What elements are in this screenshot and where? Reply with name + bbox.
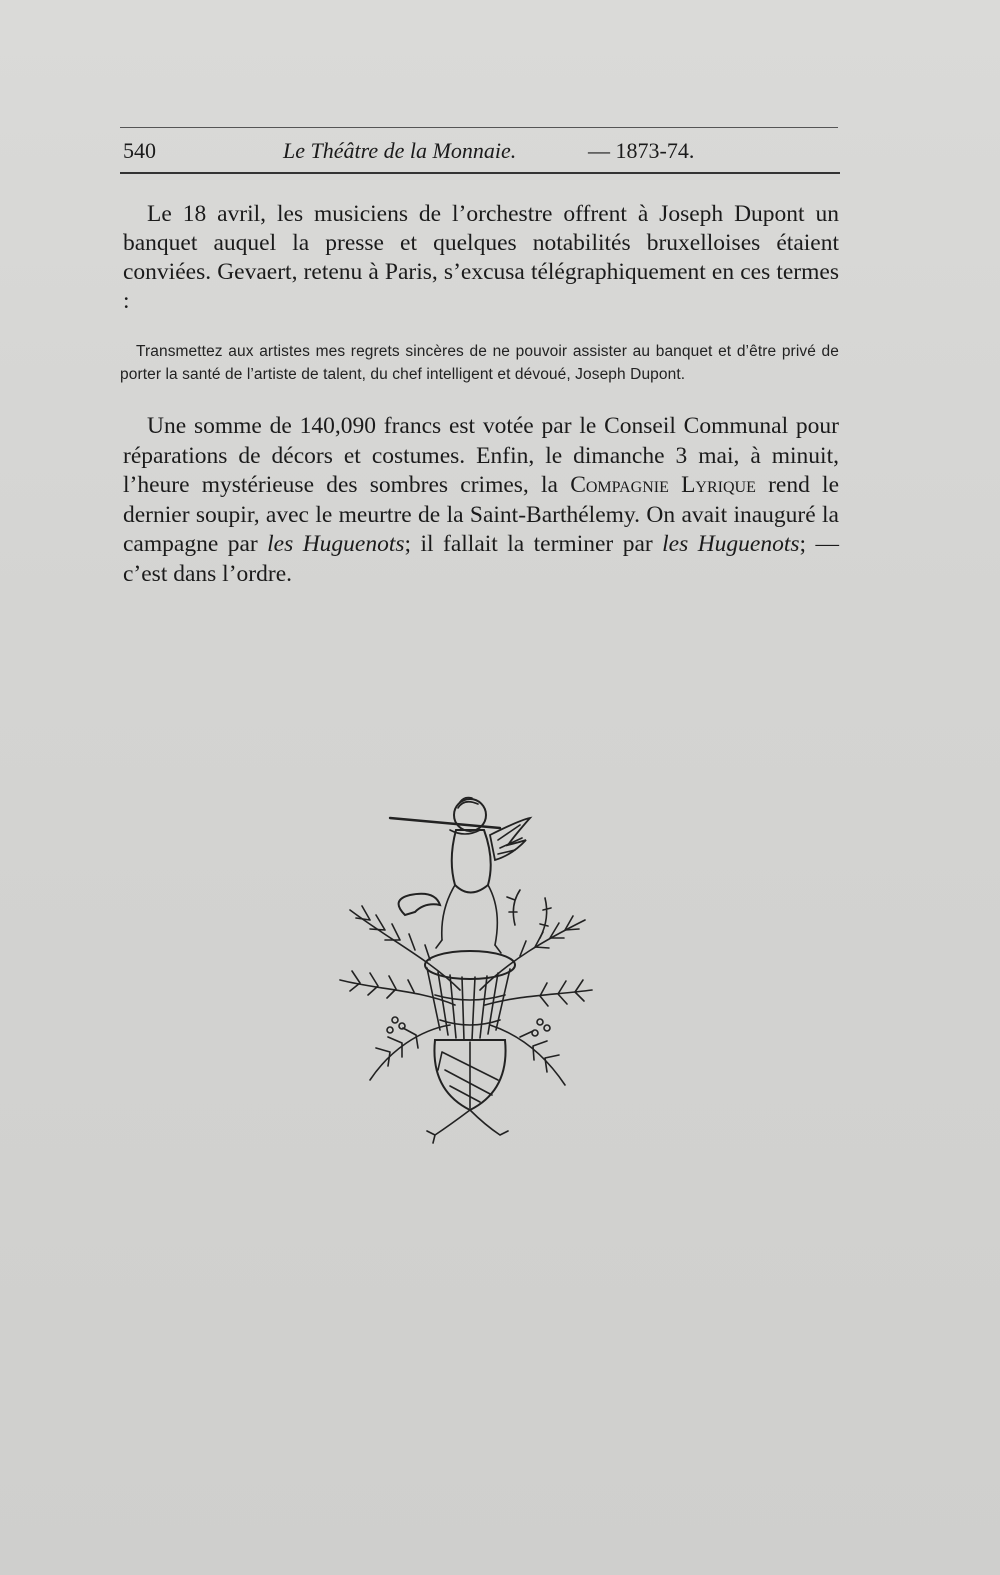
header-rule bbox=[120, 172, 840, 174]
paragraph-closing bbox=[123, 412, 839, 589]
page-number: 540 bbox=[123, 138, 156, 163]
paragraph-banquet-text: Le 18 avril, les musiciens de l’orchestre offrent à Joseph Dupont un banquet auquel la presse et quelques notabilités bruxelloises étaient conviées. Gevaert, retenu à Paris, s’excusa télégraphiquement en ces termes : bbox=[123, 201, 839, 314]
running-header bbox=[123, 138, 838, 170]
paragraph-banquet bbox=[123, 200, 839, 316]
opera-title-1: les Huguenots bbox=[267, 531, 405, 557]
cherub-flute-vignette-icon bbox=[330, 790, 600, 1150]
opera-title-2: les Huguenots bbox=[662, 531, 800, 557]
paragraph-closing-part1: Une somme de 140,090 francs est votée par le Conseil Communal pour réparations de décors et costumes. Enfin, le dimanche 3 mai, à minuit, l’heure mystérieuse des sombres crimes, la bbox=[123, 413, 839, 498]
running-years: — 1873-74. bbox=[588, 138, 695, 163]
company-name: Compagnie Lyrique bbox=[570, 472, 756, 498]
header-rule-top bbox=[120, 127, 838, 128]
paragraph-closing-part2: rend le dernier soupir, avec le meurtre de la Saint-Barthélemy. On avait inauguré la campagne par bbox=[123, 472, 840, 557]
paragraph-closing-part4: ; — c’est dans l’ordre. bbox=[123, 531, 840, 587]
running-title: Le Théâtre de la Monnaie. bbox=[283, 138, 517, 163]
paragraph-closing-part3: ; il fallait la terminer par bbox=[404, 531, 653, 557]
telegram-quote-text: Transmettez aux artistes mes regrets sincères de ne pouvoir assister au banquet et d’être privé de porter la santé de l’artiste de talent, du chef intelligent et dévoué, Joseph Dupont. bbox=[120, 343, 839, 383]
telegram-quote bbox=[120, 340, 839, 386]
